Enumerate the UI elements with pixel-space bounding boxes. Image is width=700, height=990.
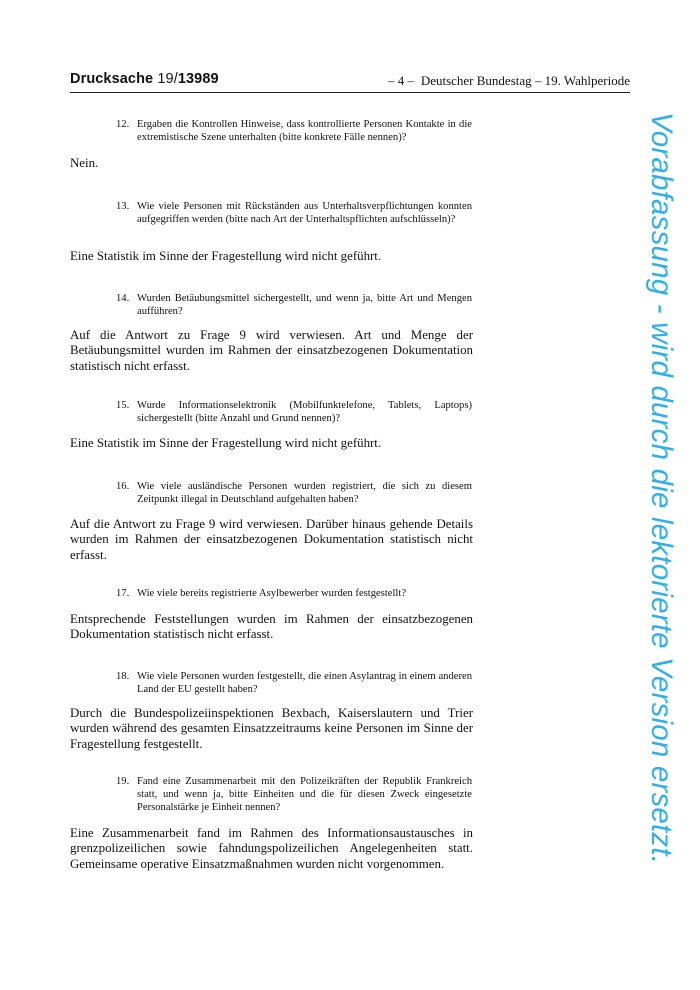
question-text: Wie viele Personen mit Rückständen aus Unterhaltsverpflichtungen konnten aufgegriffen werden (bitte nach Art der Unterhaltspflichten aufschlüsseln)? <box>137 201 472 226</box>
question-text: Wie viele Personen wurden festgestellt, die einen Asylantrag in einem anderen Land der EU gestellt haben? <box>137 671 472 696</box>
question-text: Ergaben die Kontrollen Hinweise, dass kontrollierte Personen Kontakte in die extremistische Szene unterhalten (bitte konkrete Fälle nennen)? <box>137 119 472 144</box>
question-number: 15. <box>116 400 130 411</box>
doc-label: Drucksache <box>70 71 154 87</box>
answer-16: Auf die Antwort zu Frage 9 wird verwiesen. Darüber hinaus gehende Details wurden im Rahmen der einsatzbezogenen Dokumentation statistisch nicht erfasst. <box>70 517 473 562</box>
watermark <box>640 112 682 882</box>
page-header <box>70 70 630 93</box>
doc-number-suffix: 13989 <box>177 71 219 87</box>
question-text: Wurde Informationselektronik (Mobilfunktelefone, Tablets, Laptops) sichergestellt (bitte Anzahl und Grund nennen)? <box>137 400 472 425</box>
question-13 <box>116 200 472 226</box>
question-text: Wie viele bereits registrierte Asylbewerber wurden festgestellt? <box>137 588 407 599</box>
question-text: Wurden Betäubungsmittel sichergestellt, und wenn ja, bitte Art und Mengen aufführen? <box>137 293 472 318</box>
answer-14: Auf die Antwort zu Frage 9 wird verwiesen. Art und Menge der Betäubungsmittel wurden im Rahmen der einsatzbezogenen Dokumentation statistisch nicht erfasst. <box>70 328 473 373</box>
question-text: Fand eine Zusammenarbeit mit den Polizeikräften der Republik Frankreich statt, und wenn ja, bitte Einheiten und die für diesen Zweck eingesetzte Personalstärke je Einheit nennen? <box>137 776 472 814</box>
institution-label: Deutscher Bundestag – 19. Wahlperiode <box>420 73 630 88</box>
answer-18: Durch die Bundespolizeiinspektionen Bexbach, Kaiserslautern und Trier wurden während des gesamten Einsatzzeitraums keine Personen im Sinne der Fragestellung festgestellt. <box>70 706 473 751</box>
page-number: – 4 – <box>388 73 414 88</box>
answer-15: Eine Statistik im Sinne der Fragestellung wird nicht geführt. <box>70 436 382 450</box>
answer-13: Eine Statistik im Sinne der Fragestellung wird nicht geführt. <box>70 249 382 263</box>
answer-12: Nein. <box>70 156 99 170</box>
question-19 <box>116 775 472 815</box>
answer-19: Eine Zusammenarbeit fand im Rahmen des Informationsaustausches in grenzpolizeilichen sowie fahndungspolizeilichen Angelegenheiten statt. Gemeinsame operative Einsatzmaßnahmen wurden nicht vorgenommen. <box>70 826 473 871</box>
question-number: 18. <box>116 671 130 682</box>
question-number: 19. <box>116 776 130 787</box>
question-number: 16. <box>116 481 130 492</box>
question-number: 14. <box>116 293 130 304</box>
question-14 <box>116 292 472 318</box>
question-number: 12. <box>116 119 130 130</box>
question-16 <box>116 480 472 506</box>
question-number: 17. <box>116 588 130 599</box>
answer-17: Entsprechende Feststellungen wurden im Rahmen der einsatzbezogenen Dokumentation statistisch nicht erfasst. <box>70 612 473 642</box>
question-12 <box>116 118 472 144</box>
question-18 <box>116 670 472 696</box>
watermark-text: Vorabfassung - wird durch die lektorierte Version ersetzt. <box>645 112 678 865</box>
doc-number-prefix: 19/ <box>157 71 178 87</box>
question-15 <box>116 399 472 425</box>
question-17 <box>116 587 472 600</box>
question-number: 13. <box>116 201 130 212</box>
question-text: Wie viele ausländische Personen wurden registriert, die sich zu diesem Zeitpunkt illegal in Deutschland aufgehalten haben? <box>137 481 472 506</box>
document-number <box>70 71 219 87</box>
